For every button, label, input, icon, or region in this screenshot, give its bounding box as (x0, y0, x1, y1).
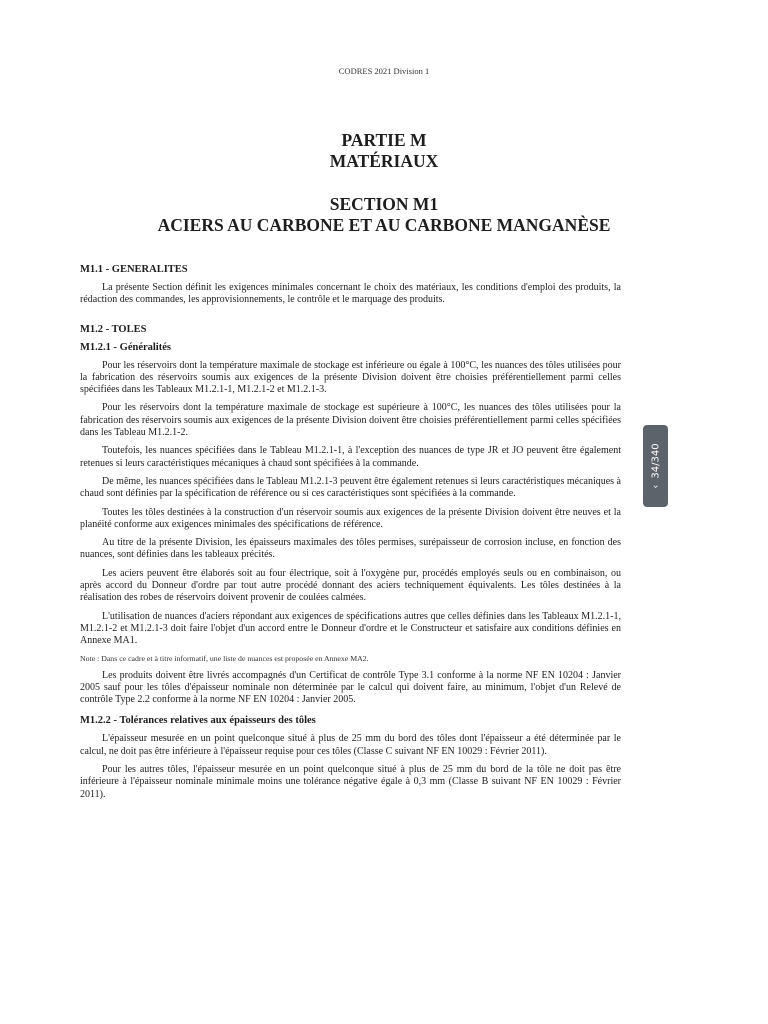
paragraph: Toutes les tôles destinées à la construction d'un réservoir soumis aux exigences de la présente Division doivent être neuves et la planéité conforme aux exigences minimales des spécifications de référence. (80, 506, 621, 530)
paragraph: Au titre de la présente Division, les épaisseurs maximales des tôles permises, surépaisseur de corrosion incluse, en fonction des nuances, sont définies dans les tableaux précités. (80, 537, 621, 561)
section-subtitle: ACIERS AU CARBONE ET AU CARBONE MANGANÈSE (157, 215, 611, 235)
running-header: CODRES 2021 Division 1 (338, 66, 430, 76)
part-subtitle: MATÉRIAUX (329, 151, 439, 171)
part-title: PARTIE M (341, 130, 427, 150)
page-indicator[interactable] (643, 425, 668, 507)
paragraph: L'utilisation de nuances d'aciers répondant aux exigences de spécifications autres que celles définies dans les Tableaux M1.2.1-1, M1.2.1-2 et M1.2.1-3 doit faire l'objet d'un accord entre le Donneur d'ordre et le Constructeur et satisfaire aux conditions définies en Annexe MA1. (80, 610, 621, 647)
paragraph: Les produits doivent être livrés accompagnés d'un Certificat de contrôle Type 3.1 conforme à la norme NF EN 10204 : Janvier 2005 sauf pour les tôles d'épaisseur nominale non déterminée par le calcul qui doivent faire, au minimum, l'objet d'un Relevé de contrôle Type 2.2 conforme à la norme NF EN 10204 : Janvier 2005. (80, 669, 621, 706)
heading-m1-2-1: M1.2.1 - Généralités (80, 341, 171, 353)
page-counter: 34/340 (650, 443, 661, 479)
paragraph: Toutefois, les nuances spécifiées dans le Tableau M1.2.1-1, à l'exception des nuances de type JR et JO peuvent être également retenues si leurs caractéristiques mécaniques à chaud sont spécifiées à la commande. (80, 445, 621, 469)
chevron-left-icon[interactable]: ‹ (650, 484, 661, 489)
paragraph: De même, les nuances spécifiées dans le Tableau M1.2.1-3 peuvent être également retenues si leurs caractéristiques mécaniques à chaud sont définies par la spécification de référence ou si ces caractéristiques sont spécifiées à la commande. (80, 475, 621, 500)
heading-m1-2: M1.2 - TOLES (80, 323, 147, 335)
paragraph: Les aciers peuvent être élaborés soit au four électrique, soit à l'oxygène pur, procédés employés seuls ou en combinaison, ou après accord du Donneur d'ordre par tout autre procédé donnant des aciers techniquement équivalents. Les tôles destinées à la réalisation des robes de réservoirs doivent provenir de coulées calmées. (80, 567, 621, 604)
section-title: SECTION M1 (329, 194, 439, 214)
paragraph: Pour les réservoirs dont la température maximale de stockage est inférieure ou égale à 100°C, les nuances des tôles utilisées pour la fabrication des réservoirs soumis aux exigences de la présente Division doivent être choisies préférentiellement parmi celles spécifiées dans les Tableaux M1.2.1-1, M1.2.1-2 et M1.2.1-3. (80, 359, 621, 396)
paragraph: La présente Section définit les exigences minimales concernant le choix des matériaux, les conditions d'emploi des produits, la rédaction des commandes, les approvisionnements, le contrôle et le marquage des produits. (80, 282, 621, 306)
document-body (80, 263, 621, 801)
title-block (0, 130, 768, 236)
paragraph: L'épaisseur mesurée en un point quelconque situé à plus de 25 mm du bord des tôles dont l'épaisseur a été déterminée par le calcul, ne doit pas être inférieure à l'épaisseur requise pour ces tôles (Classe C suivant NF EN 10029 : Février 2011). (80, 733, 621, 757)
paragraph: Pour les réservoirs dont la température maximale de stockage est supérieure à 100°C, les nuances des tôles utilisées pour la fabrication des réservoirs soumis aux exigences de la présente Division doivent être choisies préférentiellement parmi celles spécifiées dans les Tableau M1.2.1-2. (80, 402, 621, 439)
paragraph: Pour les autres tôles, l'épaisseur mesurée en un point quelconque situé à plus de 25 mm du bord de la tôle ne doit pas être inférieure à l'épaisseur nominale minimale moins une tolérance négative égale à 0,3 mm (Classe B suivant NF EN 10029 : Février 2011). (80, 764, 621, 800)
note: Note : Dans ce cadre et à titre informatif, une liste de nuances est proposée en Annexe MA2. (80, 653, 369, 663)
heading-m1-1: M1.1 - GENERALITES (80, 264, 188, 275)
heading-m1-2-2: M1.2.2 - Tolérances relatives aux épaisseurs des tôles (80, 715, 316, 727)
